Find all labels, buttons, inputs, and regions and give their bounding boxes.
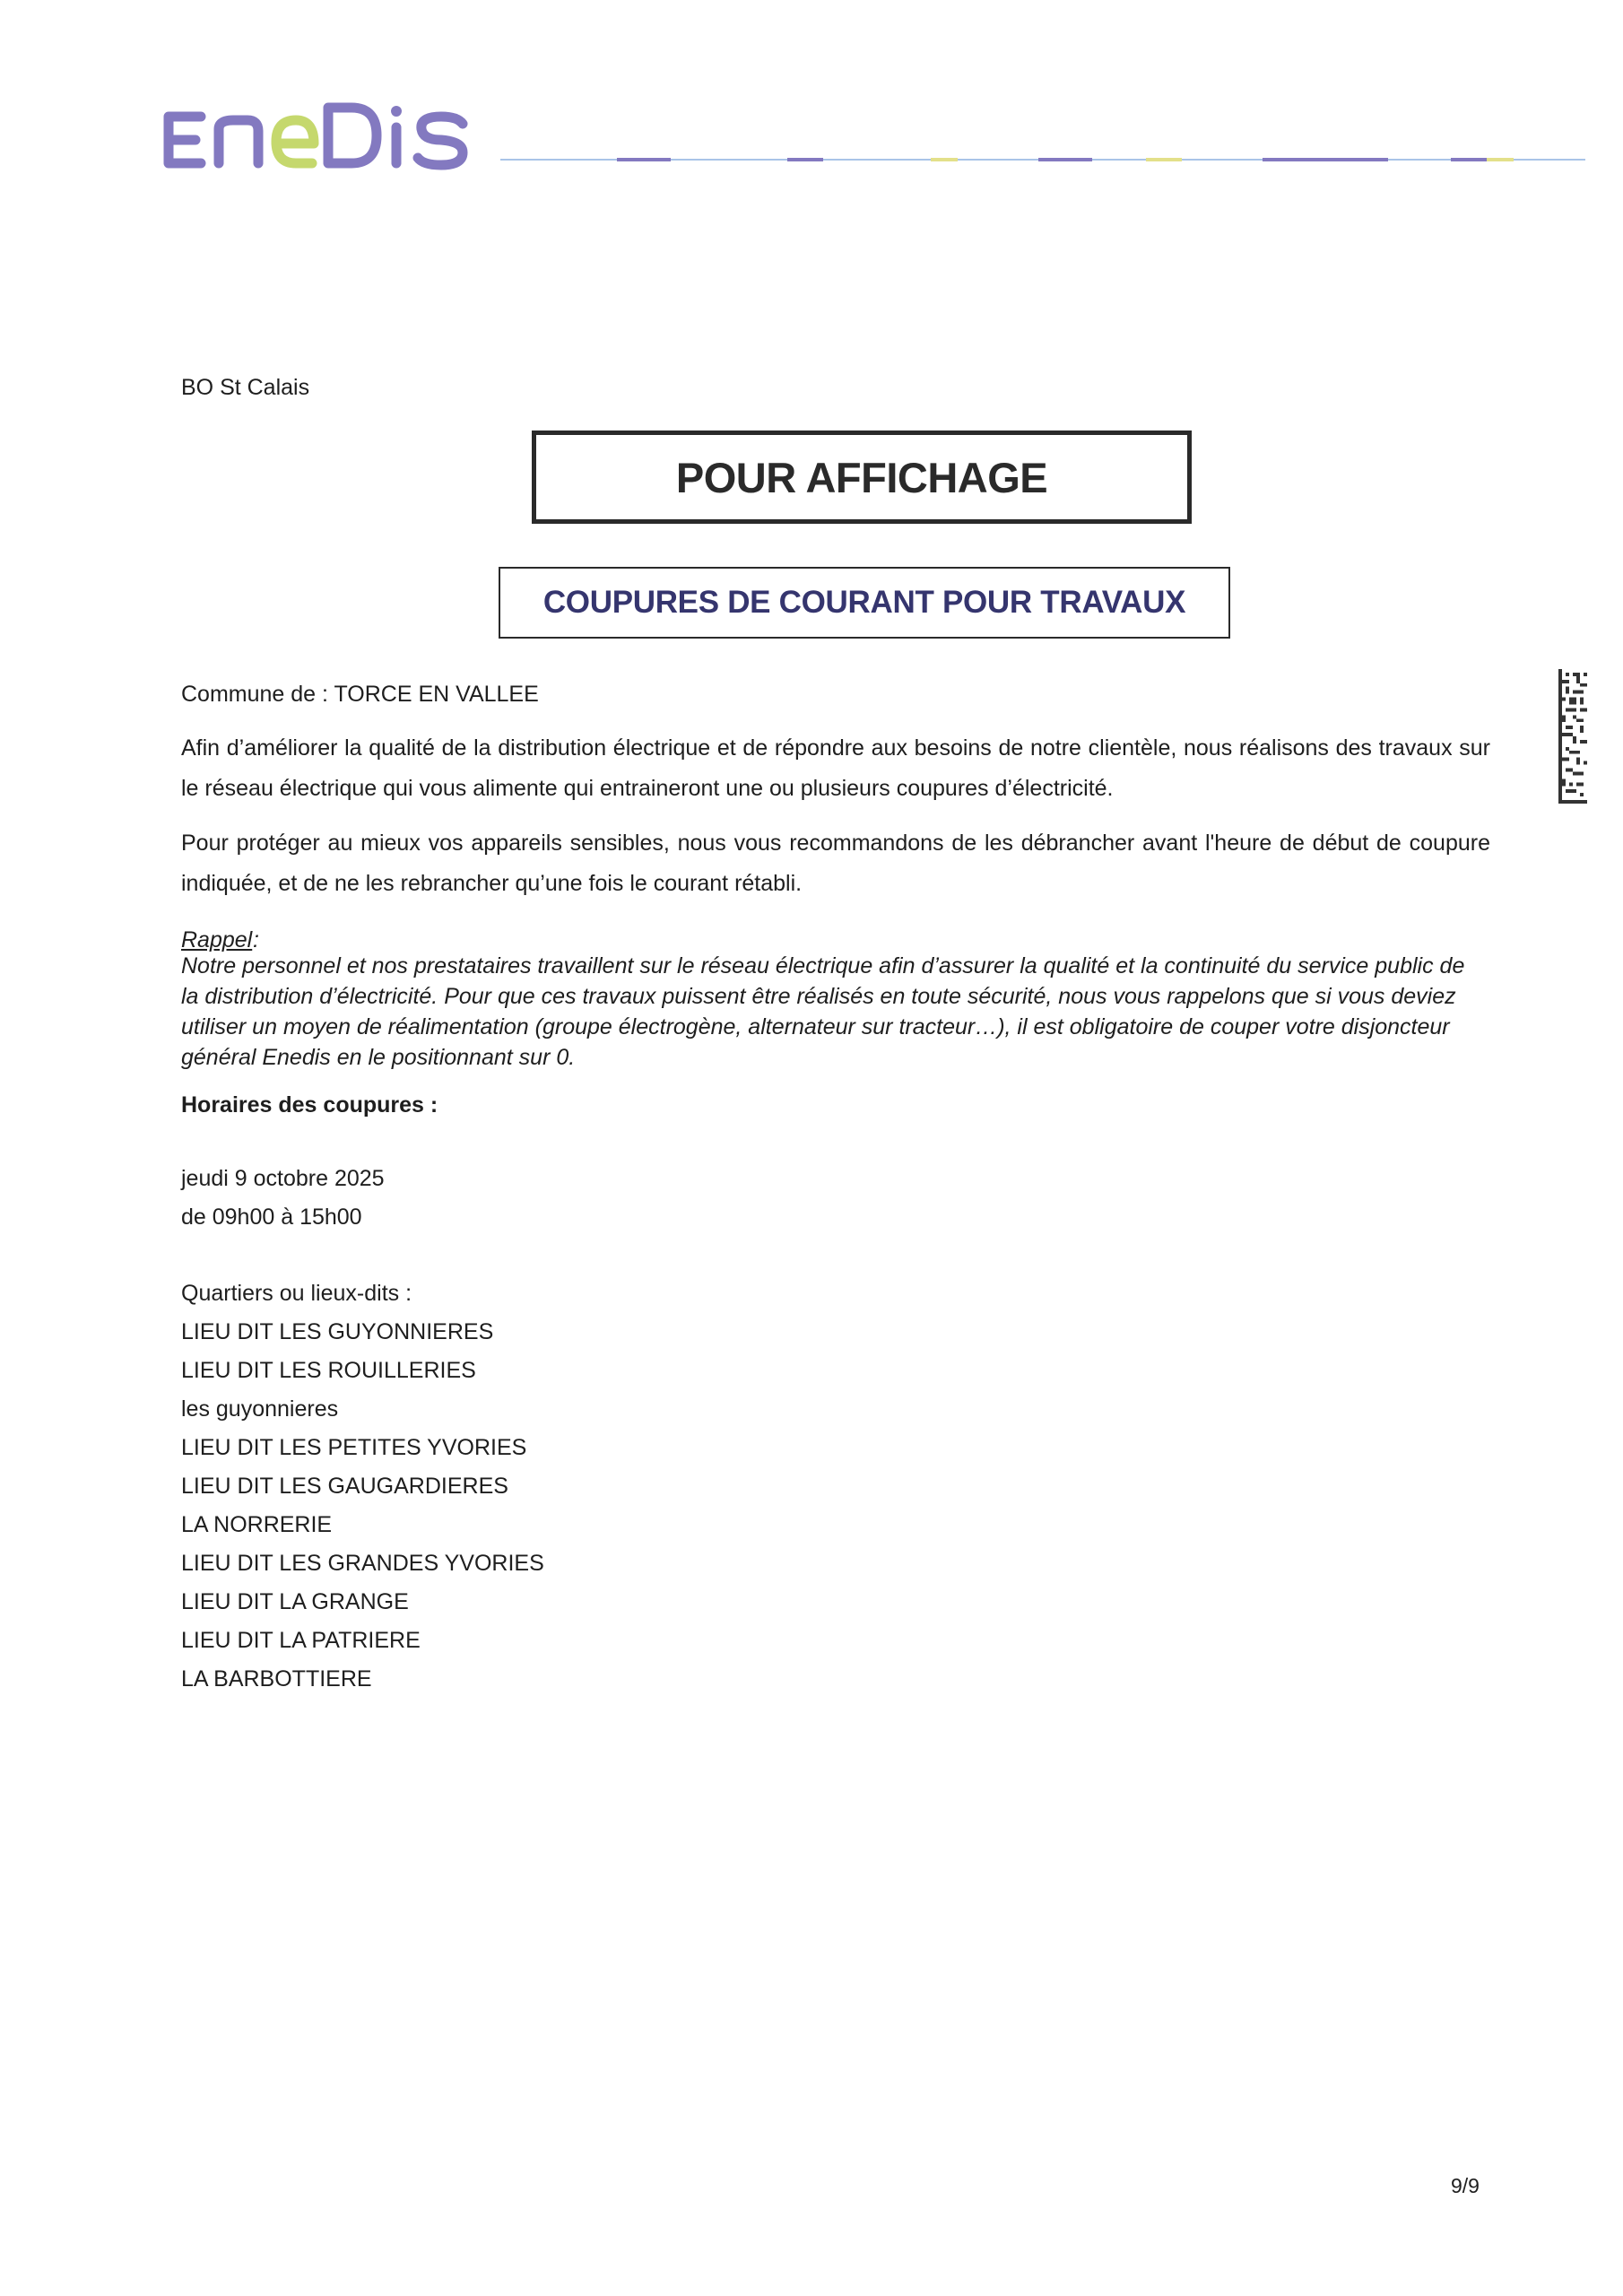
commune-line: Commune de : TORCE EN VALLEE <box>181 682 539 707</box>
location-item: LIEU DIT LA GRANGE <box>181 1589 409 1614</box>
subheadline-box <box>499 567 1230 639</box>
headline-box <box>532 430 1192 524</box>
recommendation-paragraph: Pour protéger au mieux vos appareils sensibles, nous vous recommandons de les débrancher avant l'heure de début de coupure indiquée, et de ne les rebrancher qu’une fois le courant rétabli. <box>181 831 1490 896</box>
outage-time: de 09h00 à 15h00 <box>181 1205 362 1230</box>
location-item: LIEU DIT LES GAUGARDIERES <box>181 1474 508 1499</box>
rappel-text: Notre personnel et nos prestataires travaillent sur le réseau électrique afin d’assurer la qualité et la continuité du service public de la distribution d’électricité. Pour que ces travaux puissent être réalisés en toute sécurité, nous vous rappelons que si vous deviez utiliser un moyen de réalimentation (groupe électrogène, alternateur sur tracteur…), il est obligatoire de couper votre disjoncteur général Enedis en le positionnant sur 0. <box>181 953 1465 1070</box>
header-decorative-rule <box>500 156 1585 163</box>
subheadline-text: COUPURES DE COURANT POUR TRAVAUX <box>542 585 1186 620</box>
location-item: LIEU DIT LES ROUILLERIES <box>181 1358 476 1383</box>
outage-date: jeudi 9 octobre 2025 <box>181 1166 385 1191</box>
rappel-colon: : <box>253 927 259 952</box>
location-item: LA BARBOTTIERE <box>181 1666 372 1692</box>
location-item: LIEU DIT LES GRANDES YVORIES <box>181 1551 544 1576</box>
schedule-title: Horaires des coupures : <box>181 1092 438 1118</box>
intro-paragraph: Afin d’améliorer la qualité de la distribution électrique et de répondre aux besoins de notre clientèle, nous réalisons des travaux sur le réseau électrique qui vous alimente qui entraineront une ou plusieurs coupures d’électricité. <box>181 735 1490 801</box>
location-item: LIEU DIT LES GUYONNIERES <box>181 1319 494 1344</box>
headline-text: POUR AFFICHAGE <box>675 453 1048 501</box>
datamatrix-code <box>1558 669 1587 804</box>
enedis-logo <box>161 97 475 178</box>
location-item: LA NORRERIE <box>181 1512 333 1537</box>
location-item: LIEU DIT LES PETITES YVORIES <box>181 1435 527 1460</box>
location-item: les guyonnieres <box>181 1396 339 1422</box>
sender-office: BO St Calais <box>181 375 310 400</box>
location-item: LIEU DIT LA PATRIERE <box>181 1628 421 1653</box>
page-number: 9/9 <box>1451 2174 1480 2197</box>
rappel-label: Rappel <box>181 927 253 952</box>
locations-title: Quartiers ou lieux-dits : <box>181 1281 412 1306</box>
